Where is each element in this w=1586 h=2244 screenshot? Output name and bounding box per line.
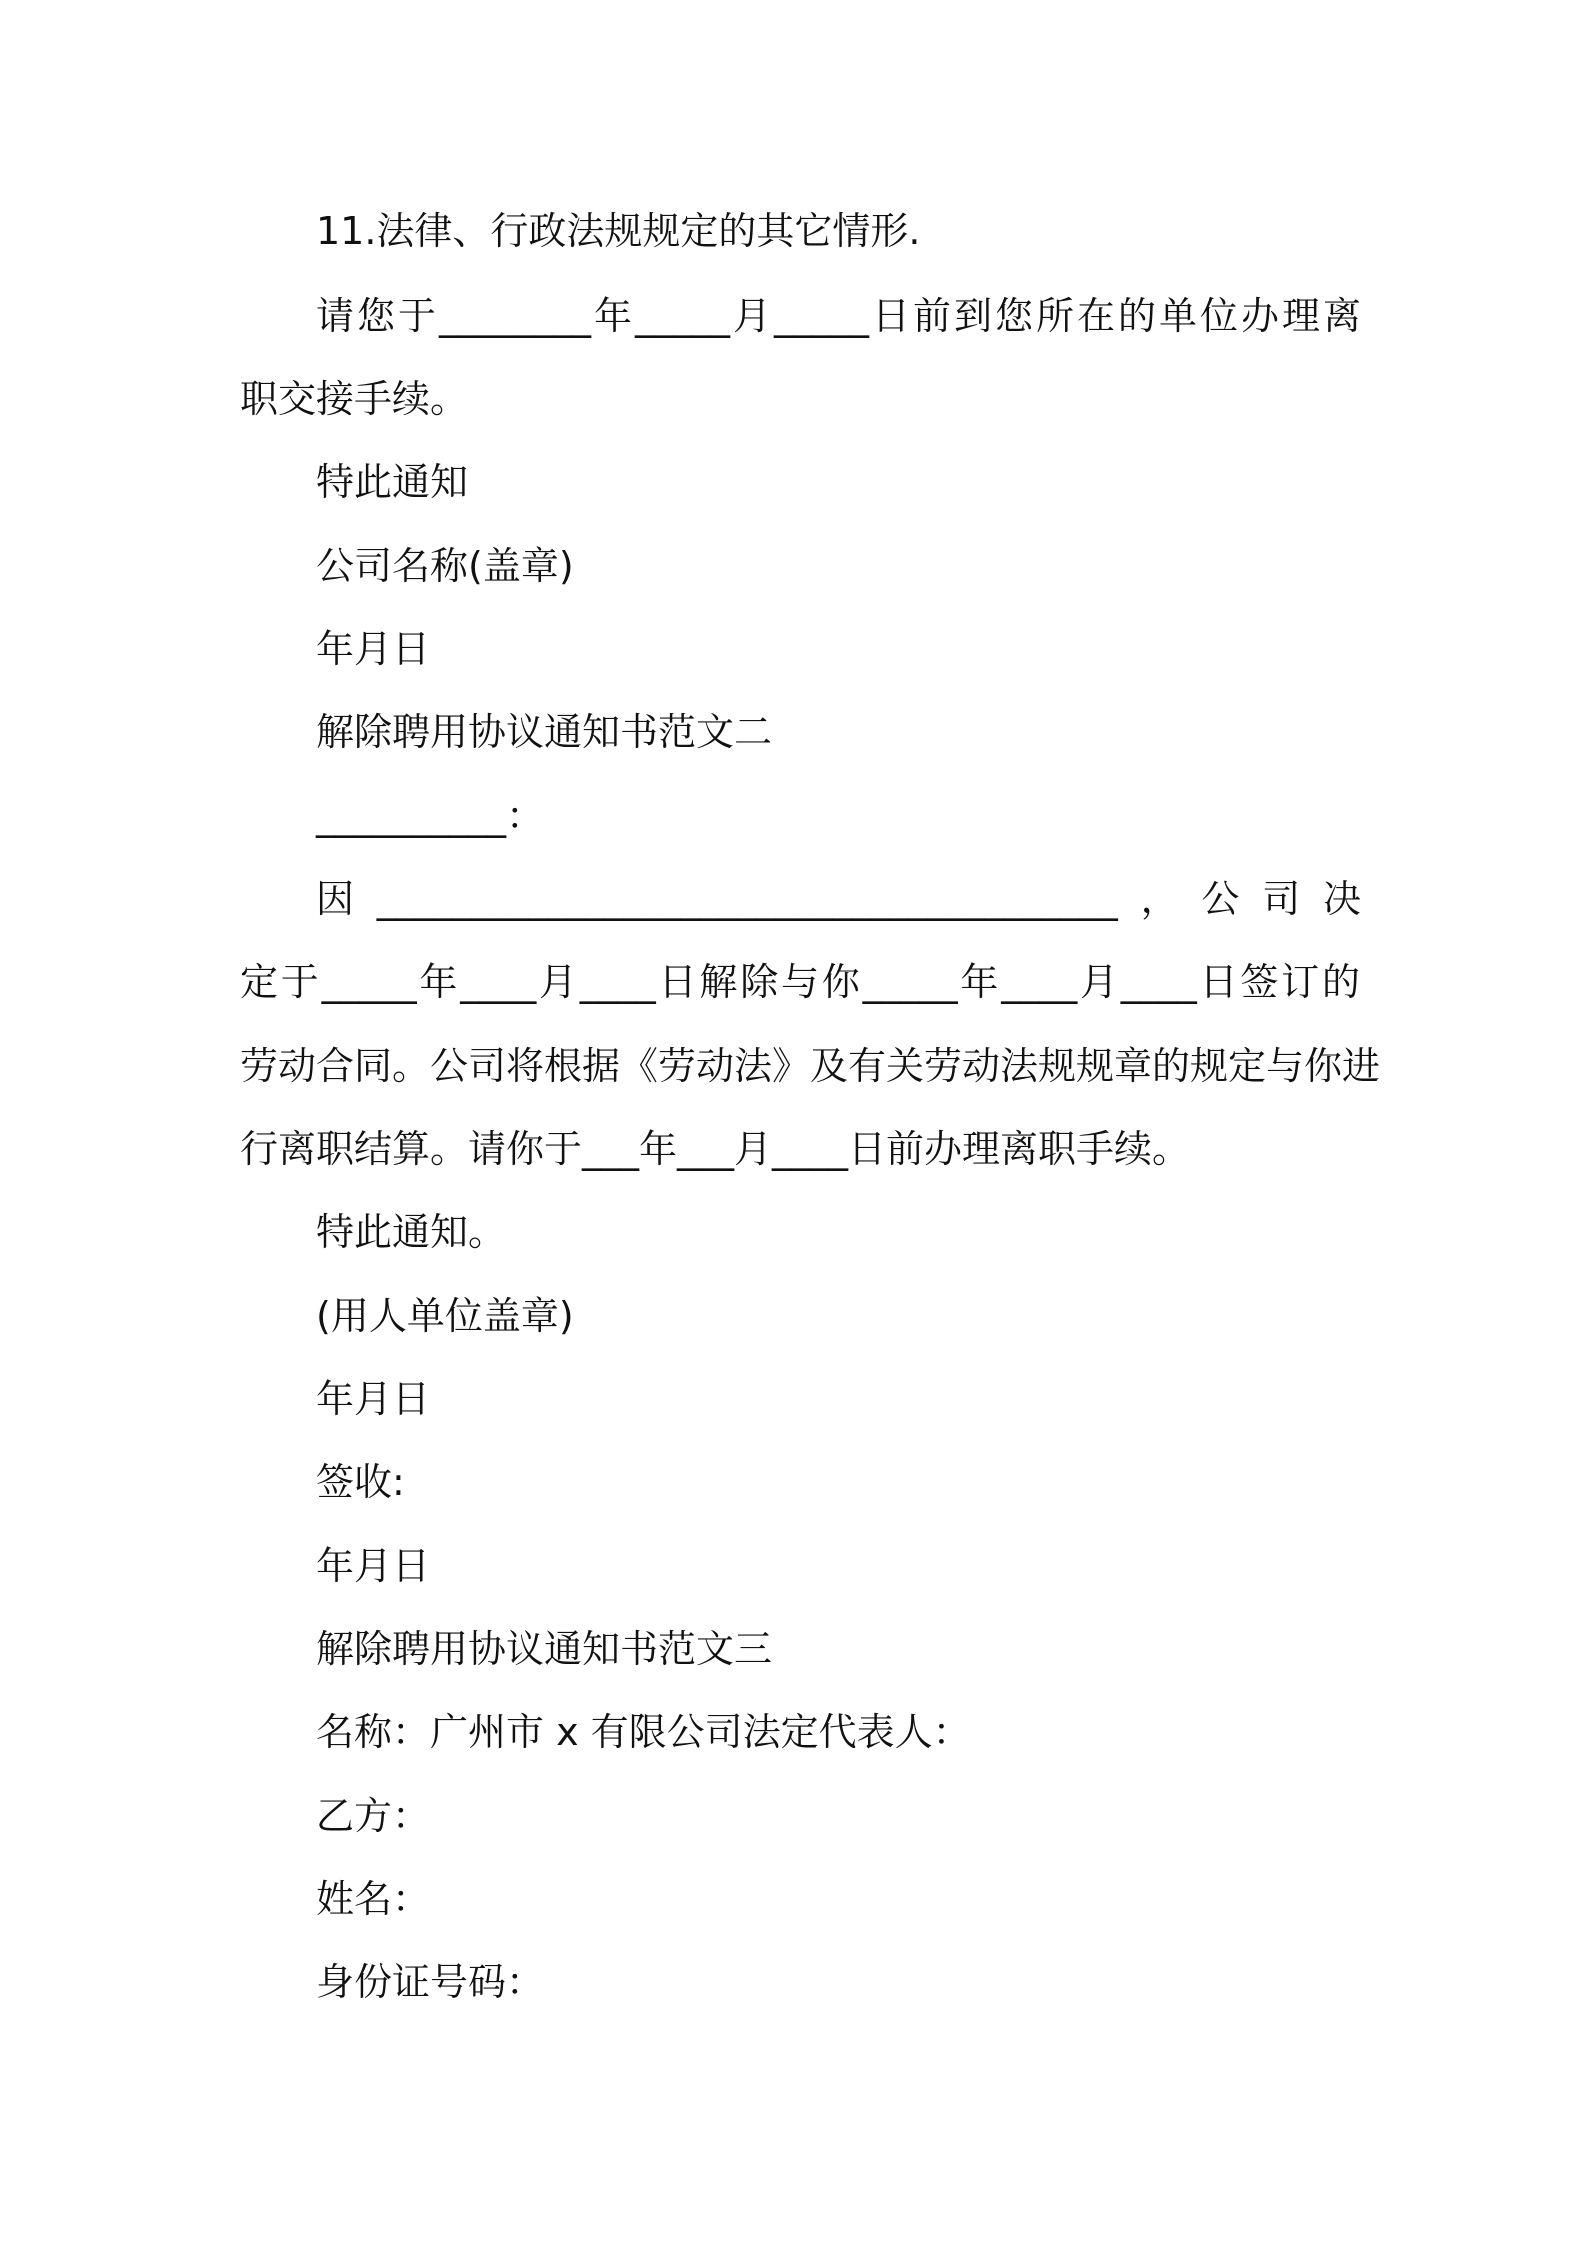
date-line-3: 年月日 bbox=[316, 1544, 431, 1588]
sample-two-title: 解除聘用协议通知书范文二 bbox=[316, 710, 773, 754]
termination-paragraph-line-1: 因_______________________________________，公司决 bbox=[316, 877, 1361, 921]
termination-paragraph-line-2: 定于_____年____月____日解除与你_____年____月____日签订的 bbox=[240, 960, 1360, 1004]
notice-closing-2: 特此通知。 bbox=[316, 1210, 507, 1254]
termination-paragraph-line-3: 劳动合同。公司将根据《劳动法》及有关劳动法规规章的规定与你进 bbox=[240, 1044, 1381, 1088]
termination-paragraph-line-4: 行离职结算。请你于___年___月____日前办理离职手续。 bbox=[240, 1127, 1191, 1171]
receipt-signature: 签收: bbox=[316, 1460, 405, 1504]
name-line: 姓名： bbox=[316, 1877, 431, 1921]
date-line-2: 年月日 bbox=[316, 1377, 431, 1421]
company-seal-line: 公司名称(盖章) bbox=[316, 544, 574, 588]
notice-closing: 特此通知 bbox=[316, 460, 469, 504]
employer-seal-line: (用人单位盖章) bbox=[316, 1294, 574, 1338]
date-line: 年月日 bbox=[316, 627, 431, 671]
sample-three-title: 解除聘用协议通知书范文三 bbox=[316, 1627, 773, 1671]
id-number-line: 身份证号码： bbox=[316, 1960, 545, 2004]
clause-11: 11.法律、行政法规规定的其它情形. bbox=[316, 209, 921, 253]
handover-request-line-2: 职交接手续。 bbox=[240, 377, 469, 421]
recipient-blank: __________： bbox=[316, 794, 545, 838]
company-name-line: 名称：广州市 x 有限公司法定代表人： bbox=[316, 1710, 971, 1754]
handover-request-line-1: 请您于________年_____月_____日前到您所在的单位办理离 bbox=[316, 294, 1361, 338]
party-b-line: 乙方： bbox=[316, 1794, 431, 1838]
